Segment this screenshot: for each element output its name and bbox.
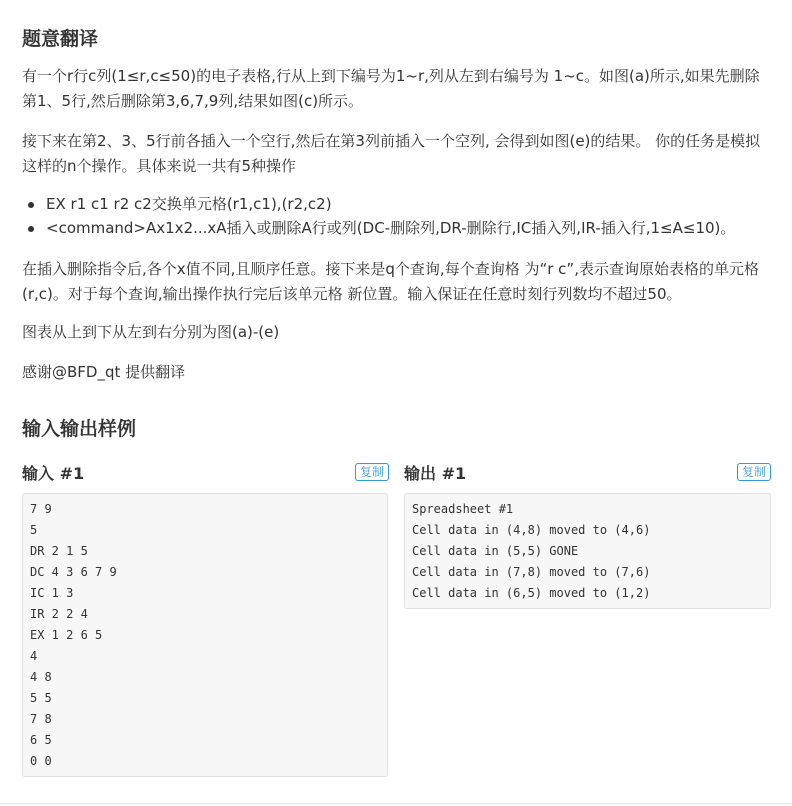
bottom-divider	[0, 803, 792, 804]
code-line: 7 9	[30, 502, 52, 516]
code-line: 5	[30, 523, 38, 537]
code-line: Cell data in (6,5) moved to (1,2)	[412, 586, 651, 600]
input-sample-code[interactable]	[22, 493, 388, 777]
list-item: <command>Ax1x2...xA插入或删除A行或列(DC-删除列,DR-删除行,IC插入列,IR-插入行,1≤A≤10)。	[22, 216, 772, 240]
copy-output-button[interactable]: 复制	[737, 463, 771, 481]
code-line: 4	[30, 649, 38, 663]
code-line: 6 5	[30, 733, 52, 747]
translation-paragraph-1: 有一个r行c列(1≤r,c≤50)的电子表格,行从上到下编号为1~r,列从左到右编号为 1~c。如图(a)所示,如果先删除第1、5行,然后删除第3,6,7,9列,结果如图(c)所示。	[22, 67, 760, 110]
code-line: Cell data in (7,8) moved to (7,6)	[412, 565, 651, 579]
code-line: DC 4 3 6 7 9	[30, 565, 117, 579]
code-line: Spreadsheet #1	[412, 502, 514, 516]
input-sample-title: 输入 #1	[22, 464, 85, 483]
operation-list	[22, 192, 772, 240]
samples-heading: 输入输出样例	[22, 418, 137, 440]
code-line: EX 1 2 6 5	[30, 628, 103, 642]
code-line: Cell data in (5,5) GONE	[412, 544, 579, 558]
translation-paragraph-3: 在插入删除指令后,各个x值不同,且顺序任意。接下来是q个查询,每个查询格 为“r c”,表示查询原始表格的单元格(r,c)。对于每个查询,输出操作执行完后该单元格 新位置。输入保证在任意时刻行列数均不超过50。	[22, 260, 759, 303]
code-line: IC 1 3	[30, 586, 74, 600]
translation-paragraph-4: 图表从上到下从左到右分别为图(a)-(e)	[22, 323, 280, 341]
code-line: DR 2 1 5	[30, 544, 88, 558]
code-line: 7 8	[30, 712, 52, 726]
output-sample-title: 输出 #1	[404, 464, 467, 483]
list-item: EX r1 c1 r2 c2交换单元格(r1,c1),(r2,c2)	[22, 192, 772, 216]
code-line: IR 2 2 4	[30, 607, 88, 621]
output-sample-code[interactable]	[404, 493, 771, 609]
translation-heading: 题意翻译	[22, 28, 99, 50]
translation-paragraph-2: 接下来在第2、3、5行前各插入一个空行,然后在第3列前插入一个空列, 会得到如图(e)的结果。 你的任务是模拟这样的n个操作。具体来说一共有5种操作	[22, 132, 761, 175]
input-sample-header	[22, 462, 389, 486]
code-line: 4 8	[30, 670, 52, 684]
copy-input-button[interactable]: 复制	[355, 463, 389, 481]
code-line: 0 0	[30, 754, 52, 768]
output-sample-header	[404, 462, 771, 486]
translation-credit: 感谢@BFD_qt 提供翻译	[22, 363, 186, 381]
code-line: Cell data in (4,8) moved to (4,6)	[412, 523, 651, 537]
code-line: 5 5	[30, 691, 52, 705]
